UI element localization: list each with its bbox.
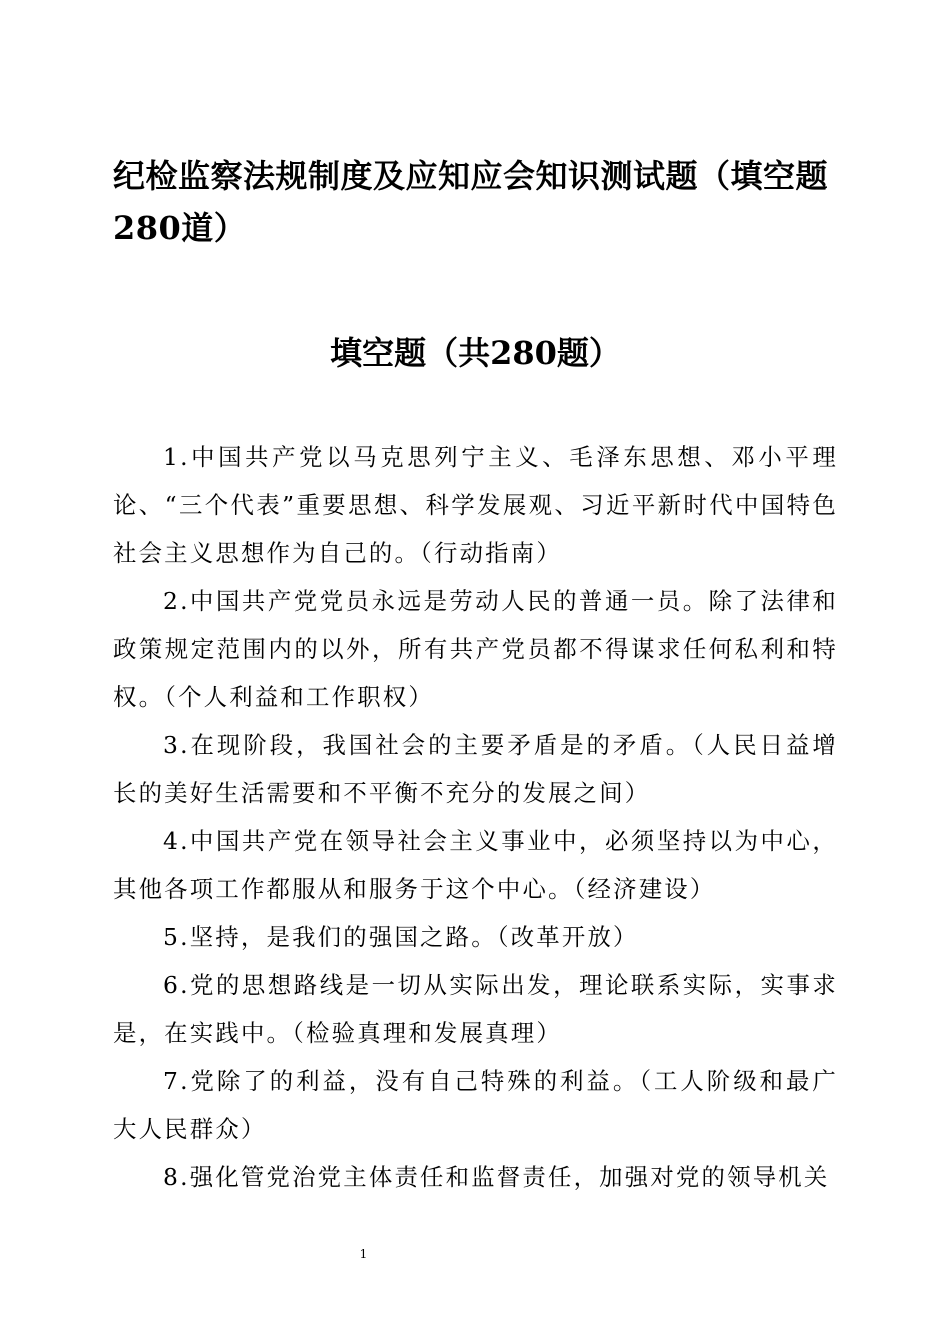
- question-1: 1.中国共产党以马克思列宁主义、毛泽东思想、邓小平理论、“三个代表”重要思想、科学发展观、习近平新时代中国特色社会主义思想作为自己的。（行动指南）: [113, 443, 838, 567]
- question-7: 7.党除了的利益，没有自己特殊的利益。（工人阶级和最广大人民群众）: [113, 1067, 838, 1143]
- page-number: 1: [359, 1247, 368, 1261]
- question-list: [113, 433, 838, 1201]
- question-5: 5.坚持，是我们的强国之路。（改革开放）: [163, 923, 639, 951]
- question-6: 6.党的思想路线是一切从实际出发，理论联系实际，实事求是，在实践中。（检验真理和发展真理）: [113, 971, 838, 1047]
- question-2: 2.中国共产党党员永远是劳动人民的普通一员。除了法律和政策规定范围内的以外，所有共产党员都不得谋求任何私利和特权。（个人利益和工作职权）: [113, 587, 838, 711]
- question-8: 8.强化管党治党主体责任和监督责任，加强对党的领导机关: [163, 1163, 830, 1191]
- question-4: 4.中国共产党在领导社会主义事业中，必须坚持以为中心，其他各项工作都服从和服务于这个中心。（经济建设）: [113, 827, 838, 903]
- section-title: 填空题（共280题）: [330, 334, 621, 372]
- question-3: 3.在现阶段，我国社会的主要矛盾是的矛盾。（人民日益增长的美好生活需要和不平衡不充分的发展之间）: [113, 731, 838, 807]
- document-title: 纪检监察法规制度及应知应会知识测试题（填空题280道）: [113, 157, 829, 247]
